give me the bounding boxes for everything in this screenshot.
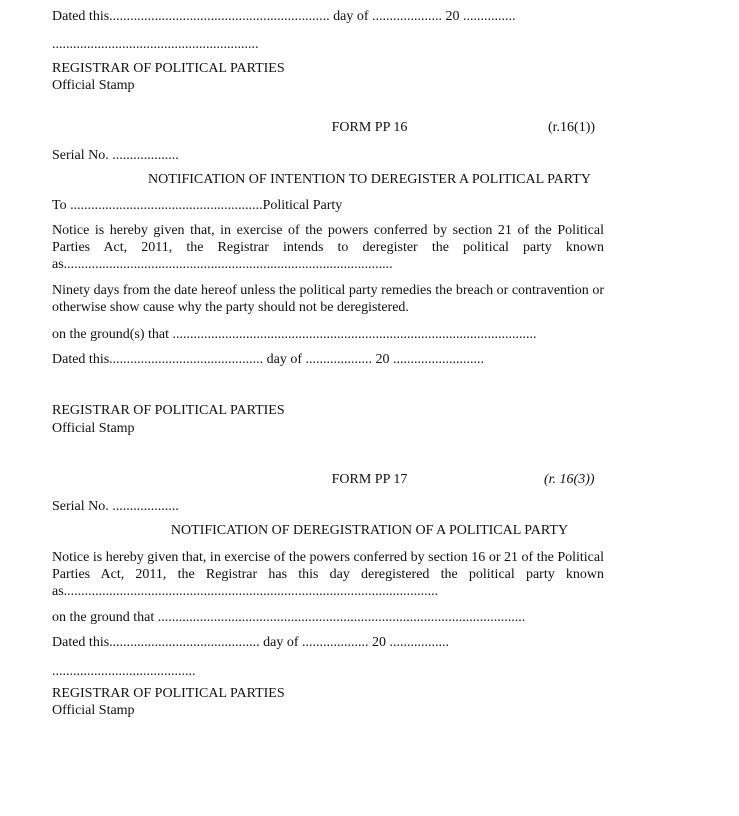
form-pp16-dated-line: Dated this............................................ day of ................... 20 ..........................	[52, 352, 485, 367]
registrar-title: REGISTRAR OF POLITICAL PARTIES	[52, 61, 285, 76]
form-pp17-registrar-title: REGISTRAR OF POLITICAL PARTIES	[52, 686, 285, 701]
form-pp17-title: FORM PP 17	[331, 472, 408, 487]
dated-line: Dated this............................................................... day of .................... 20 ...............	[52, 9, 516, 24]
form-pp16-ninety-days-paragraph: Ninety days from the date hereof unless the political party remedies the breach or contravention or otherwise show cause why the party should not be deregistered.	[52, 283, 604, 315]
form-pp17-signature-line: .........................................	[52, 664, 196, 679]
official-stamp-label: Official Stamp	[52, 78, 135, 93]
form-pp16-registrar-title: REGISTRAR OF POLITICAL PARTIES	[52, 403, 285, 418]
form-pp16-heading: NOTIFICATION OF INTENTION TO DEREGISTER A POLITICAL PARTY	[148, 172, 591, 187]
form-pp17-heading: NOTIFICATION OF DEREGISTRATION OF A POLITICAL PARTY	[170, 523, 569, 538]
form-pp16-notice-paragraph: Notice is hereby given that, in exercise of the powers conferred by section 21 of the Political Parties Act, 2011, the Registrar intends to deregister the political party known as..............................................................................................	[52, 223, 604, 272]
form-pp17-ground-line: on the ground that .........................................................................................................	[52, 610, 526, 625]
form-pp16-official-stamp-label: Official Stamp	[52, 421, 135, 436]
form-pp17-rule-reference: (r. 16(3))	[544, 472, 595, 487]
form-pp17-notice-paragraph: Notice is hereby given that, in exercise of the powers conferred by section 16 or 21 of the Political Parties Act, 2011, the Registrar has this day deregistered the political party known as...........................................................................................................	[52, 550, 604, 599]
form-pp17-dated-line: Dated this........................................... day of ................... 20 .................	[52, 635, 450, 650]
signature-line: ...........................................................	[52, 37, 259, 52]
form-pp16-rule-reference: (r.16(1))	[548, 120, 596, 135]
form-pp16-addressee-line: To .......................................................Political Party	[52, 198, 343, 213]
form-pp17-serial-number: Serial No. ...................	[52, 499, 179, 514]
form-pp17-official-stamp-label: Official Stamp	[52, 703, 135, 718]
form-pp16-title: FORM PP 16	[331, 120, 408, 135]
form-pp16-serial-number: Serial No. ...................	[52, 148, 179, 163]
form-pp16-grounds-line: on the ground(s) that ........................................................................................................	[52, 327, 537, 342]
